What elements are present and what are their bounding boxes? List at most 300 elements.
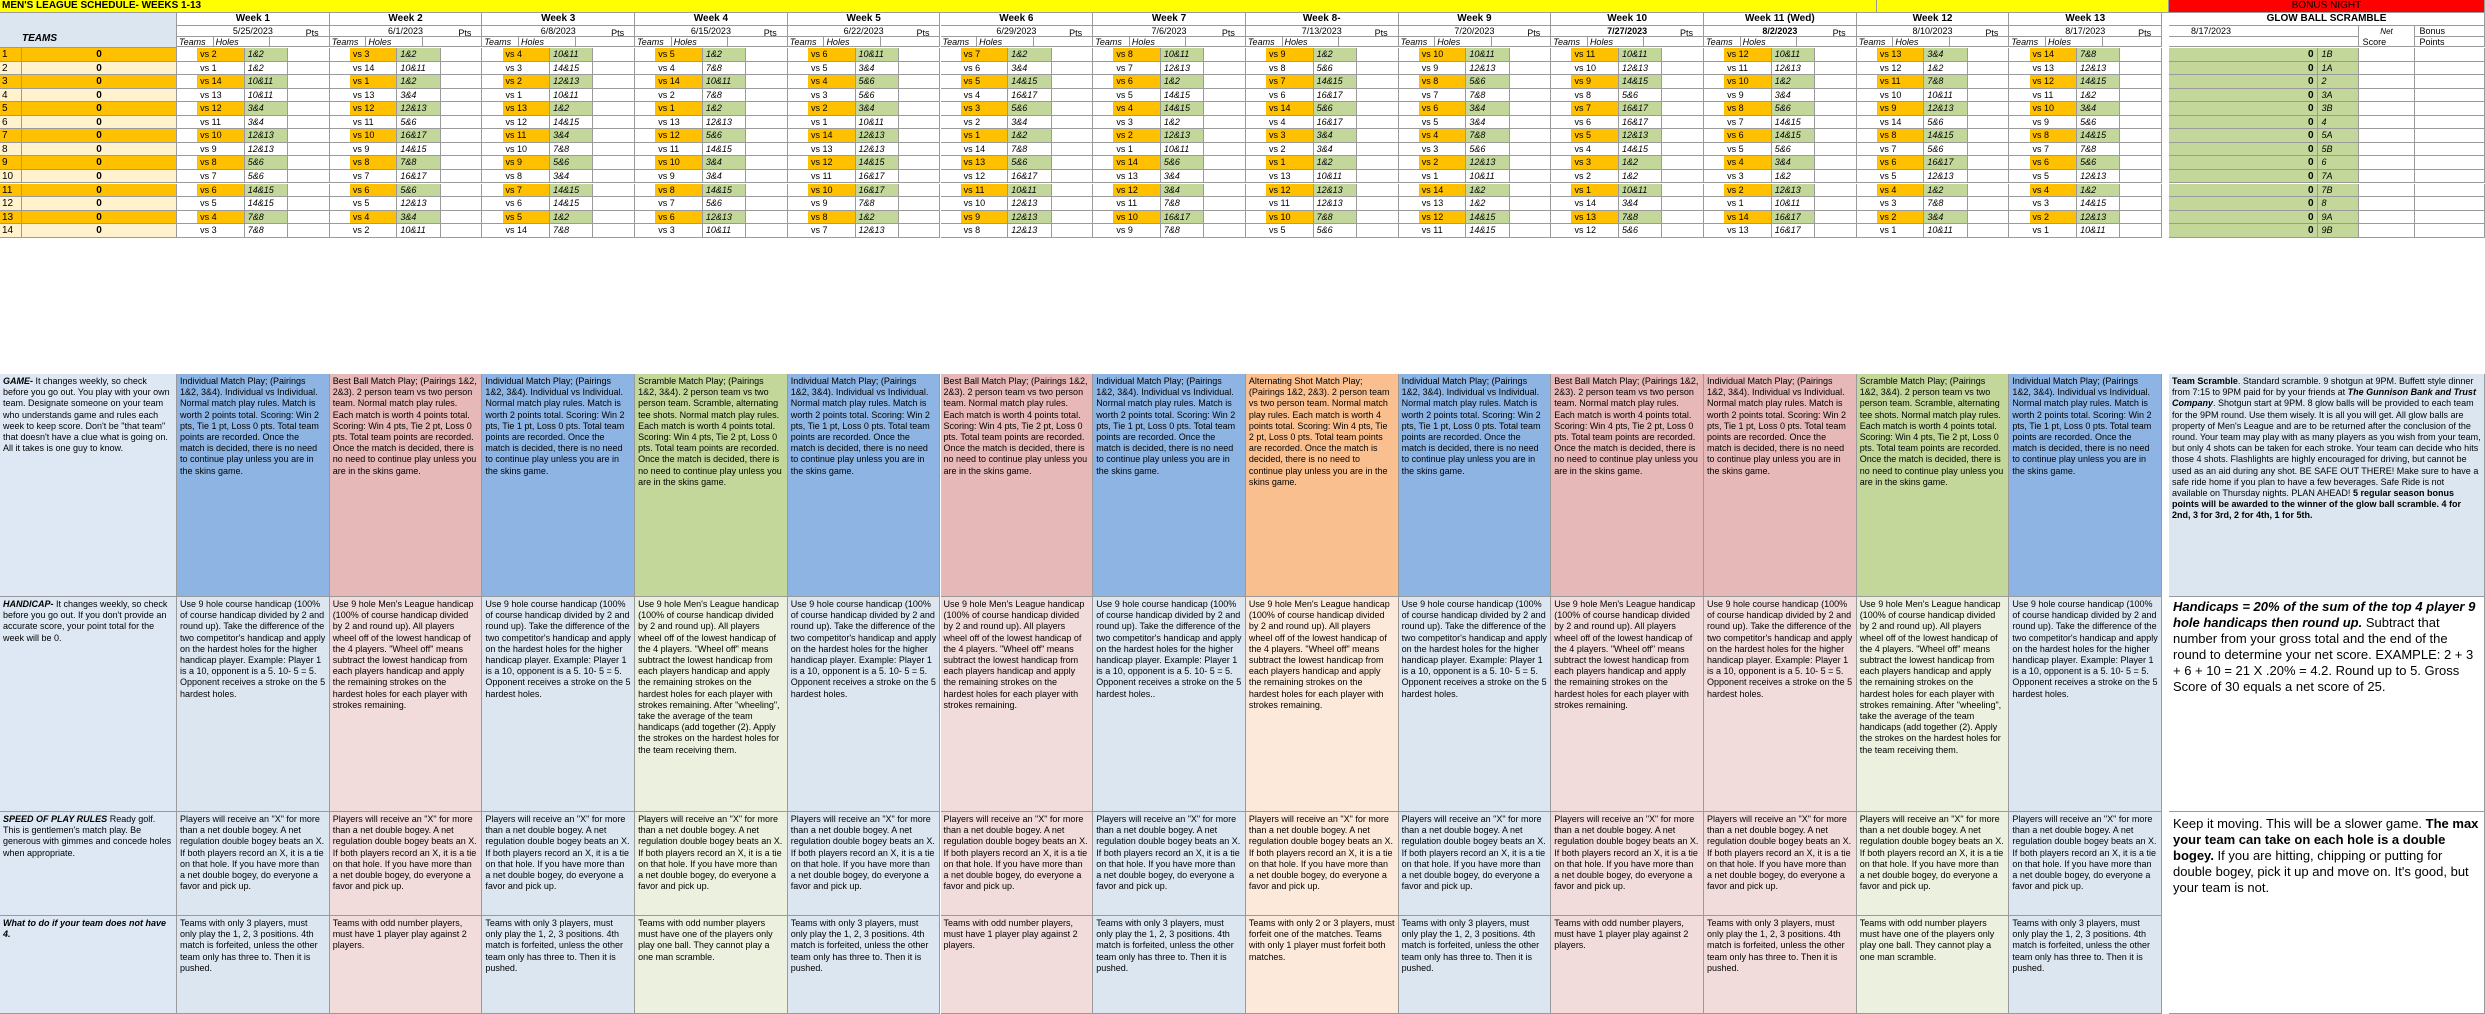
week-points-cell: [746, 75, 788, 89]
holes-cell: 1&2: [397, 75, 440, 89]
holes-cell: 10&11: [856, 116, 899, 130]
holes-cell: 7&8: [1924, 197, 1967, 211]
glow-date: 8/17/2023: [2169, 26, 2359, 37]
glow-net-score-cell: [2359, 102, 2416, 116]
glow-bonus-points-cell: [2415, 48, 2485, 62]
opponent-cell: vs 2: [503, 75, 551, 89]
holes-cell: 10&11: [1466, 48, 1509, 62]
holes-cell: 16&17: [1772, 211, 1815, 225]
holes-cell: 5&6: [1314, 62, 1357, 76]
handicap-description: Use 9 hole course handicap (100% of course handicap divided by 2 and round up). Take the difference of the two competitor's handicap and apply on the hardest holes for the higher handicap player. Example: Player 1 is a 10, opponent is a 5. 10- 5 = 5. Opponent receives a stroke on the 5 hardest holes.: [788, 597, 941, 812]
week-points-cell: [899, 62, 941, 76]
week-points-cell: [1204, 156, 1246, 170]
glow-position: 3A: [2318, 89, 2359, 103]
week-date: 8/2/2023: [1704, 26, 1857, 37]
opponent-cell: vs 7: [503, 184, 551, 198]
week-points-cell: [1510, 156, 1552, 170]
opponent-cell: vs 3: [2030, 197, 2078, 211]
short-team-description: Teams with odd number players, must have 1 player play against 2 players.: [941, 916, 1094, 1014]
week-header: Week 8-: [1246, 13, 1399, 26]
week-points-cell: [1510, 116, 1552, 130]
handicap-description: Use 9 hole Men's League handicap (100% of course handicap divided by 2 and round up). All players wheel off of the lowest handicap of the 4 players. "Wheel off" means subtract the lowest handicap from each players handicap and apply the remaining strokes on the hardest holes for each player with strokes remaining.: [1246, 597, 1399, 812]
glow-position: 6: [2318, 156, 2359, 170]
holes-cell: 12&13: [1466, 62, 1509, 76]
opponent-cell: vs 8: [1724, 102, 1772, 116]
week-points-cell: [1052, 211, 1094, 225]
opponent-cell: vs 5: [1724, 143, 1772, 157]
week-points-cell: [441, 184, 483, 198]
week-date: 7/6/2023: [1093, 26, 1246, 37]
week-header: Week 7: [1093, 13, 1246, 26]
sub-header-pts: Pts: [2103, 26, 2163, 47]
week-points-cell: [1662, 129, 1704, 143]
opponent-cell: vs 8: [1266, 62, 1314, 76]
week-points-cell: [593, 116, 635, 130]
opponent-cell: vs 7: [1724, 116, 1772, 130]
handicap-description: Use 9 hole course handicap (100% of course handicap divided by 2 and round up). Take the difference of the two competitor's handicap and apply on the hardest holes for the higher handicap player. Example: Player 1 is a 10, opponent is a 5. 10- 5 = 5. Opponent receives a stroke on the 5 hardest holes.: [2009, 597, 2162, 812]
holes-cell: 3&4: [1008, 116, 1051, 130]
opponent-cell: vs 12: [655, 129, 703, 143]
speed-of-play-description: Players will receive an "X" for more than a net double bogey. A net regulation double bogey beats an X. If both players record an X, it is a tie on that hole. If you have more than a net double bogey, do everyone a favor and pick up.: [635, 812, 788, 916]
holes-cell: 1&2: [1314, 156, 1357, 170]
holes-cell: 3&4: [1008, 62, 1051, 76]
glow-score-value: 0: [2169, 129, 2318, 143]
team-number: 11: [0, 184, 22, 198]
team-points-total: 0: [22, 184, 177, 198]
week-points-cell: [1662, 197, 1704, 211]
holes-cell: 5&6: [1314, 224, 1357, 238]
short-team-description: Teams with only 2 or 3 players, must forfeit one of the matches. Teams with only 1 player must forfeit both matches.: [1246, 916, 1399, 1014]
opponent-cell: vs 8: [503, 170, 551, 184]
opponent-cell: vs 1: [1113, 143, 1161, 157]
week-points-cell: [441, 156, 483, 170]
holes-cell: 12&13: [397, 102, 440, 116]
opponent-cell: vs 9: [808, 197, 856, 211]
opponent-cell: vs 8: [961, 224, 1009, 238]
opponent-cell: vs 7: [1419, 89, 1467, 103]
glow-bonus-points-cell: [2415, 224, 2485, 238]
holes-cell: 10&11: [397, 62, 440, 76]
sub-header-teams: Teams: [1857, 37, 1894, 47]
glow-position: 5B: [2318, 143, 2359, 157]
holes-cell: 3&4: [1772, 156, 1815, 170]
glow-position: 1B: [2318, 48, 2359, 62]
opponent-cell: vs 3: [197, 224, 245, 238]
opponent-cell: vs 2: [1724, 184, 1772, 198]
glow-net-score-cell: [2359, 143, 2416, 157]
opponent-cell: vs 6: [1724, 129, 1772, 143]
opponent-cell: vs 2: [350, 224, 398, 238]
week-points-cell: [288, 143, 330, 157]
week-points-cell: [288, 184, 330, 198]
opponent-cell: vs 6: [961, 62, 1009, 76]
opponent-cell: vs 10: [1419, 48, 1467, 62]
opponent-cell: vs 10: [197, 129, 245, 143]
week-points-cell: [288, 48, 330, 62]
week-points-cell: [1052, 197, 1094, 211]
opponent-cell: vs 13: [2030, 62, 2078, 76]
game-description: Scramble Match Play; (Pairings 1&2, 3&4). 2 person team vs two person team. Scramble, alternating tee shots. Normal match play rules. Each match is worth 4 points total. Scoring: Win 4 pts, Tie 2 pt, Loss 0 pts. Total team points are recorded. Once the match is decided, there is no need to continue play unless you are in the skins game.: [635, 374, 788, 597]
glow-bonus-points-cell: [2415, 211, 2485, 225]
week-points-cell: [899, 156, 941, 170]
glow-net-score-cell: [2359, 62, 2416, 76]
holes-cell: 12&13: [245, 143, 288, 157]
week-points-cell: [1204, 184, 1246, 198]
week-header: Week 13: [2009, 13, 2162, 26]
week-points-cell: [1052, 116, 1094, 130]
short-team-description: Teams with only 3 players, must only play the 1, 2, 3 positions. 4th match is forfeited, unless the other team only has three to. Then it is pushed.: [788, 916, 941, 1014]
week-points-cell: [441, 129, 483, 143]
opponent-cell: vs 3: [655, 224, 703, 238]
opponent-cell: vs 13: [1571, 211, 1619, 225]
opponent-cell: vs 2: [655, 89, 703, 103]
holes-cell: 1&2: [2077, 184, 2120, 198]
week-date: 7/20/2023: [1399, 26, 1552, 37]
week-points-cell: [441, 102, 483, 116]
holes-cell: 3&4: [703, 156, 746, 170]
week-points-cell: [899, 197, 941, 211]
short-team-description: Teams with only 3 players, must only play the 1, 2, 3 positions. 4th match is forfeited, unless the other team only has three to. Then it is pushed.: [2009, 916, 2162, 1014]
opponent-cell: vs 5: [655, 48, 703, 62]
week-points-cell: [1510, 143, 1552, 157]
sub-header-holes: Holes: [1741, 37, 1797, 47]
short-team-description: Teams with only 3 players, must only play the 1, 2, 3 positions. 4th match is forfeited, unless the other team only has three to. Then it is pushed.: [1704, 916, 1857, 1014]
glow-bonus-points-cell: [2415, 116, 2485, 130]
sub-header-pts: Pts: [728, 26, 788, 47]
holes-cell: 5&6: [397, 184, 440, 198]
game-label: [0, 374, 177, 597]
week-points-cell: [1510, 48, 1552, 62]
week-points-cell: [1968, 211, 2010, 225]
team-points-total: 0: [22, 156, 177, 170]
game-description: Individual Match Play; (Pairings 1&2, 3&4). Individual vs Individual. Normal match play rules. Match is worth 2 points total. Scoring: Win 2 pts, Tie 1 pt, Loss 0 pts. Total team points are recorded. Once the match is decided, there is no need to continue play unless you are in the skins game.: [482, 374, 635, 597]
opponent-cell: vs 3: [1571, 156, 1619, 170]
glow-bonus-points-cell: [2415, 170, 2485, 184]
glow-net-score-cell: [2359, 211, 2416, 225]
game-description: Best Ball Match Play; (Pairings 1&2, 2&3). 2 person team vs two person team. Normal match play rules. Each match is worth 4 points total. Scoring: Win 4 pts, Tie 2 pt, Loss 0 pts. Total team points are recorded. Once the match is decided, there is no need to continue play unless you are in the skins game.: [941, 374, 1094, 597]
handicap-description: Use 9 hole Men's League handicap (100% of course handicap divided by 2 and round up). All players wheel off of the lowest handicap of the 4 players. "Wheel off" means subtract the lowest handicap from each players handicap and apply the remaining strokes on the hardest holes for each player with strokes remaining. After "wheeling", take the average of the team handicaps (add together (2). Apply the strokes on the hardest holes for the team receiving them.: [1857, 597, 2010, 812]
week-points-cell: [441, 75, 483, 89]
week-points-cell: [1052, 224, 1094, 238]
holes-cell: 14&15: [1772, 116, 1815, 130]
week-points-cell: [1052, 89, 1094, 103]
week-points-cell: [288, 62, 330, 76]
opponent-cell: vs 4: [1724, 156, 1772, 170]
holes-cell: 5&6: [1161, 156, 1204, 170]
week-points-cell: [1052, 48, 1094, 62]
glow-position: 8: [2318, 197, 2359, 211]
glow-position: 5A: [2318, 129, 2359, 143]
week-points-cell: [1968, 48, 2010, 62]
holes-cell: 3&4: [856, 102, 899, 116]
glow-position: 4: [2318, 116, 2359, 130]
week-points-cell: [1204, 197, 1246, 211]
sub-header-teams: Teams: [1399, 37, 1436, 47]
sub-header-holes: Holes: [672, 37, 728, 47]
opponent-cell: vs 6: [197, 184, 245, 198]
week-points-cell: [2120, 170, 2162, 184]
week-points-cell: [1510, 170, 1552, 184]
opponent-cell: vs 7: [808, 224, 856, 238]
holes-cell: 10&11: [1619, 184, 1662, 198]
week-points-cell: [1052, 129, 1094, 143]
opponent-cell: vs 12: [1266, 184, 1314, 198]
opponent-cell: vs 9: [350, 143, 398, 157]
opponent-cell: vs 6: [503, 197, 551, 211]
week-points-cell: [899, 75, 941, 89]
game-description: Best Ball Match Play; (Pairings 1&2, 2&3). 2 person team vs two person team. Normal match play rules. Each match is worth 4 points total. Scoring: Win 4 pts, Tie 2 pt, Loss 0 pts. Total team points are recorded. Once the match is decided, there is no need to continue play unless you are in the skins game.: [1551, 374, 1704, 597]
glow-score-value: 0: [2169, 184, 2318, 198]
week-points-cell: [746, 116, 788, 130]
opponent-cell: vs 6: [1113, 75, 1161, 89]
holes-cell: 12&13: [703, 116, 746, 130]
week-points-cell: [1357, 129, 1399, 143]
holes-cell: 14&15: [550, 184, 593, 198]
holes-cell: 7&8: [245, 224, 288, 238]
short-team-label: [0, 916, 177, 1014]
sub-header-holes: Holes: [977, 37, 1033, 47]
holes-cell: 5&6: [1008, 156, 1051, 170]
week-points-cell: [1510, 224, 1552, 238]
week-points-cell: [1510, 129, 1552, 143]
sub-header-pts: Pts: [270, 26, 330, 47]
week-points-cell: [1815, 184, 1857, 198]
week-points-cell: [1204, 224, 1246, 238]
glow-score-value: 0: [2169, 89, 2318, 103]
handicap-description: Use 9 hole course handicap (100% of course handicap divided by 2 and round up). Take the difference of the two competitor's handicap and apply on the hardest holes for the higher handicap player. Example: Player 1 is a 10, opponent is a 5. 10- 5 = 5. Opponent receives a stroke on the 5 hardest holes.: [177, 597, 330, 812]
glow-position: 1A: [2318, 62, 2359, 76]
opponent-cell: vs 5: [1113, 89, 1161, 103]
opponent-cell: vs 9: [655, 170, 703, 184]
week-points-cell: [1204, 143, 1246, 157]
holes-cell: 7&8: [397, 156, 440, 170]
opponent-cell: vs 2: [961, 116, 1009, 130]
week-header: Week 3: [482, 13, 635, 26]
holes-cell: 5&6: [550, 156, 593, 170]
week-points-cell: [2120, 48, 2162, 62]
opponent-cell: vs 9: [1877, 102, 1925, 116]
glow-bonus-points-cell: [2415, 89, 2485, 103]
glow-game-bonus: 5 regular season bonus points will be awarded to the winner of the glow ball scramble. 4 for 2nd, 3 for 3rd, 2 for 4th, 1 for 5th.: [2172, 488, 2462, 521]
week-points-cell: [1968, 75, 2010, 89]
opponent-cell: vs 5: [1266, 224, 1314, 238]
glow-net-score-cell: [2359, 129, 2416, 143]
week-points-cell: [1968, 143, 2010, 157]
week-points-cell: [593, 224, 635, 238]
week-points-cell: [593, 143, 635, 157]
week-points-cell: [1204, 48, 1246, 62]
sub-header-teams: Teams: [1551, 37, 1588, 47]
week-points-cell: [593, 197, 635, 211]
glow-net-score-cell: [2359, 197, 2416, 211]
holes-cell: 1&2: [1161, 75, 1204, 89]
opponent-cell: vs 14: [655, 75, 703, 89]
opponent-cell: vs 13: [655, 116, 703, 130]
opponent-cell: vs 8: [808, 211, 856, 225]
week-points-cell: [746, 102, 788, 116]
holes-cell: 16&17: [1619, 116, 1662, 130]
opponent-cell: vs 12: [808, 156, 856, 170]
opponent-cell: vs 8: [350, 156, 398, 170]
week-points-cell: [441, 170, 483, 184]
holes-cell: 3&4: [397, 89, 440, 103]
glow-position: 7A: [2318, 170, 2359, 184]
week-points-cell: [441, 116, 483, 130]
sub-header-holes: Holes: [214, 37, 270, 47]
week-points-cell: [1052, 184, 1094, 198]
opponent-cell: vs 7: [350, 170, 398, 184]
glow-score-value: 0: [2169, 211, 2318, 225]
team-number: 5: [0, 102, 22, 116]
team-points-total: 0: [22, 89, 177, 103]
holes-cell: 7&8: [1466, 89, 1509, 103]
team-number: 12: [0, 197, 22, 211]
glow-game-title: Team Scramble: [2172, 376, 2238, 386]
holes-cell: 1&2: [856, 211, 899, 225]
opponent-cell: vs 4: [350, 211, 398, 225]
opponent-cell: vs 10: [350, 129, 398, 143]
opponent-cell: vs 14: [1419, 184, 1467, 198]
holes-cell: 1&2: [1466, 197, 1509, 211]
team-points-total: 0: [22, 224, 177, 238]
week-points-cell: [2120, 143, 2162, 157]
week-points-cell: [1662, 89, 1704, 103]
holes-cell: 5&6: [2077, 156, 2120, 170]
game-description: Individual Match Play; (Pairings 1&2, 3&4). Individual vs Individual. Normal match play rules. Match is worth 2 points total. Scoring: Win 2 pts, Tie 1 pt, Loss 0 pts. Total team points are recorded. Once the match is decided, there is no need to continue play unless you are in the skins game.: [2009, 374, 2162, 597]
short-team-label-title: What to do if your team does not have 4.: [3, 918, 167, 940]
week-points-cell: [593, 211, 635, 225]
week-points-cell: [1510, 211, 1552, 225]
holes-cell: 3&4: [1161, 184, 1204, 198]
opponent-cell: vs 9: [1419, 62, 1467, 76]
sub-header-pts: Pts: [1339, 26, 1399, 47]
glow-net-score-cell: [2359, 116, 2416, 130]
glow-net-score-cell: [2359, 89, 2416, 103]
opponent-cell: vs 3: [1419, 143, 1467, 157]
week-points-cell: [1204, 62, 1246, 76]
week-date: 6/29/2023: [941, 26, 1094, 37]
opponent-cell: vs 11: [1724, 62, 1772, 76]
glow-bonus-points-cell: [2415, 129, 2485, 143]
glow-bonus-points-cell: [2415, 62, 2485, 76]
holes-cell: 12&13: [1161, 129, 1204, 143]
game-description: Individual Match Play; (Pairings 1&2, 3&4). Individual vs Individual. Normal match play rules. Match is worth 2 points total. Scoring: Win 2 pts, Tie 1 pt, Loss 0 pts. Total team points are recorded. Once the match is decided, there is no need to continue play unless you are in the skins game.: [1093, 374, 1246, 597]
opponent-cell: vs 8: [1877, 129, 1925, 143]
holes-cell: 1&2: [1924, 184, 1967, 198]
game-label-text: It changes weekly, so check before you go out. You play with your own team. Designate someone on your team who understands game and rules each week to keep score. Don't be "that team" that doesn't have a clue what is going on. All it takes is one guy to know.: [3, 376, 170, 454]
team-points-total: 0: [22, 170, 177, 184]
speed-of-play-description: Players will receive an "X" for more than a net double bogey. A net regulation double bogey beats an X. If both players record an X, it is a tie on that hole. If you have more than a net double bogey, do everyone a favor and pick up.: [1551, 812, 1704, 916]
opponent-cell: vs 12: [1724, 48, 1772, 62]
week-points-cell: [1357, 89, 1399, 103]
game-description: Individual Match Play; (Pairings 1&2, 3&4). Individual vs Individual. Normal match play rules. Match is worth 2 points total. Scoring: Win 2 pts, Tie 1 pt, Loss 0 pts. Total team points are recorded. Once the match is decided, there is no need to continue play unless you are in the skins game.: [788, 374, 941, 597]
opponent-cell: vs 2: [1266, 143, 1314, 157]
holes-cell: 5&6: [1466, 75, 1509, 89]
holes-cell: 10&11: [550, 48, 593, 62]
week-points-cell: [1662, 48, 1704, 62]
holes-cell: 7&8: [245, 211, 288, 225]
week-points-cell: [899, 89, 941, 103]
team-number: 1: [0, 48, 22, 62]
opponent-cell: vs 13: [1419, 197, 1467, 211]
holes-cell: 1&2: [397, 48, 440, 62]
teams-header: TEAMS: [22, 33, 57, 44]
week-points-cell: [746, 62, 788, 76]
sub-header-holes: Holes: [1435, 37, 1491, 47]
holes-cell: 3&4: [550, 170, 593, 184]
handicap-description: Use 9 hole Men's League handicap (100% of course handicap divided by 2 and round up). All players wheel off of the lowest handicap of the 4 players. "Wheel off" means subtract the lowest handicap from each players handicap and apply the remaining strokes on the hardest holes for each player with strokes remaining.: [330, 597, 483, 812]
holes-cell: 14&15: [1466, 224, 1509, 238]
game-description: Scramble Match Play; (Pairings 1&2, 3&4). 2 person team vs two person team. Scramble, alternating tee shots. Normal match play rules. Each match is worth 4 points total. Scoring: Win 4 pts, Tie 2 pt, Loss 0 pts. Total team points are recorded. Once the match is decided, there is no need to continue play unless you are in the skins game.: [1857, 374, 2010, 597]
week-points-cell: [1815, 156, 1857, 170]
week-points-cell: [1815, 48, 1857, 62]
holes-cell: 12&13: [2077, 211, 2120, 225]
holes-cell: 1&2: [1008, 48, 1051, 62]
opponent-cell: vs 14: [1113, 156, 1161, 170]
opponent-cell: vs 2: [1419, 156, 1467, 170]
opponent-cell: vs 12: [961, 170, 1009, 184]
holes-cell: 10&11: [703, 224, 746, 238]
sub-header-pts: Pts: [1644, 26, 1704, 47]
week-points-cell: [746, 211, 788, 225]
week-points-cell: [1815, 116, 1857, 130]
week-points-cell: [899, 116, 941, 130]
week-date: 8/10/2023: [1857, 26, 2010, 37]
week-points-cell: [899, 48, 941, 62]
glow-subheader-blank: [2169, 37, 2359, 47]
opponent-cell: vs 14: [350, 62, 398, 76]
opponent-cell: vs 7: [1266, 75, 1314, 89]
holes-cell: 14&15: [703, 143, 746, 157]
holes-cell: 14&15: [1008, 75, 1051, 89]
opponent-cell: vs 11: [655, 143, 703, 157]
sub-header-pts: Pts: [881, 26, 941, 47]
opponent-cell: vs 12: [1113, 184, 1161, 198]
opponent-cell: vs 3: [1113, 116, 1161, 130]
week-points-cell: [441, 89, 483, 103]
week-points-cell: [746, 156, 788, 170]
glow-score-value: 0: [2169, 48, 2318, 62]
week-points-cell: [1204, 75, 1246, 89]
opponent-cell: vs 4: [1571, 143, 1619, 157]
opponent-cell: vs 3: [1266, 129, 1314, 143]
opponent-cell: vs 5: [808, 62, 856, 76]
opponent-cell: vs 11: [197, 116, 245, 130]
holes-cell: 12&13: [397, 197, 440, 211]
week-points-cell: [441, 224, 483, 238]
opponent-cell: vs 13: [197, 89, 245, 103]
week-points-cell: [1662, 75, 1704, 89]
week-points-cell: [1357, 62, 1399, 76]
opponent-cell: vs 4: [1419, 129, 1467, 143]
holes-cell: 10&11: [2077, 224, 2120, 238]
glow-score-value: 0: [2169, 170, 2318, 184]
opponent-cell: vs 9: [1113, 224, 1161, 238]
sheet-title: MEN'S LEAGUE SCHEDULE- WEEKS 1-13: [0, 0, 1877, 13]
holes-cell: 1&2: [1924, 62, 1967, 76]
week-points-cell: [1052, 62, 1094, 76]
week-header: Week 6: [941, 13, 1094, 26]
sub-header-holes: Holes: [519, 37, 575, 47]
sub-header-teams: Teams: [177, 37, 214, 47]
opponent-cell: vs 4: [1877, 184, 1925, 198]
holes-cell: 7&8: [1161, 224, 1204, 238]
opponent-cell: vs 10: [655, 156, 703, 170]
team-points-total: 0: [22, 116, 177, 130]
yellow-header-block: [1877, 0, 2169, 13]
holes-cell: 16&17: [1314, 89, 1357, 103]
opponent-cell: vs 6: [1419, 102, 1467, 116]
